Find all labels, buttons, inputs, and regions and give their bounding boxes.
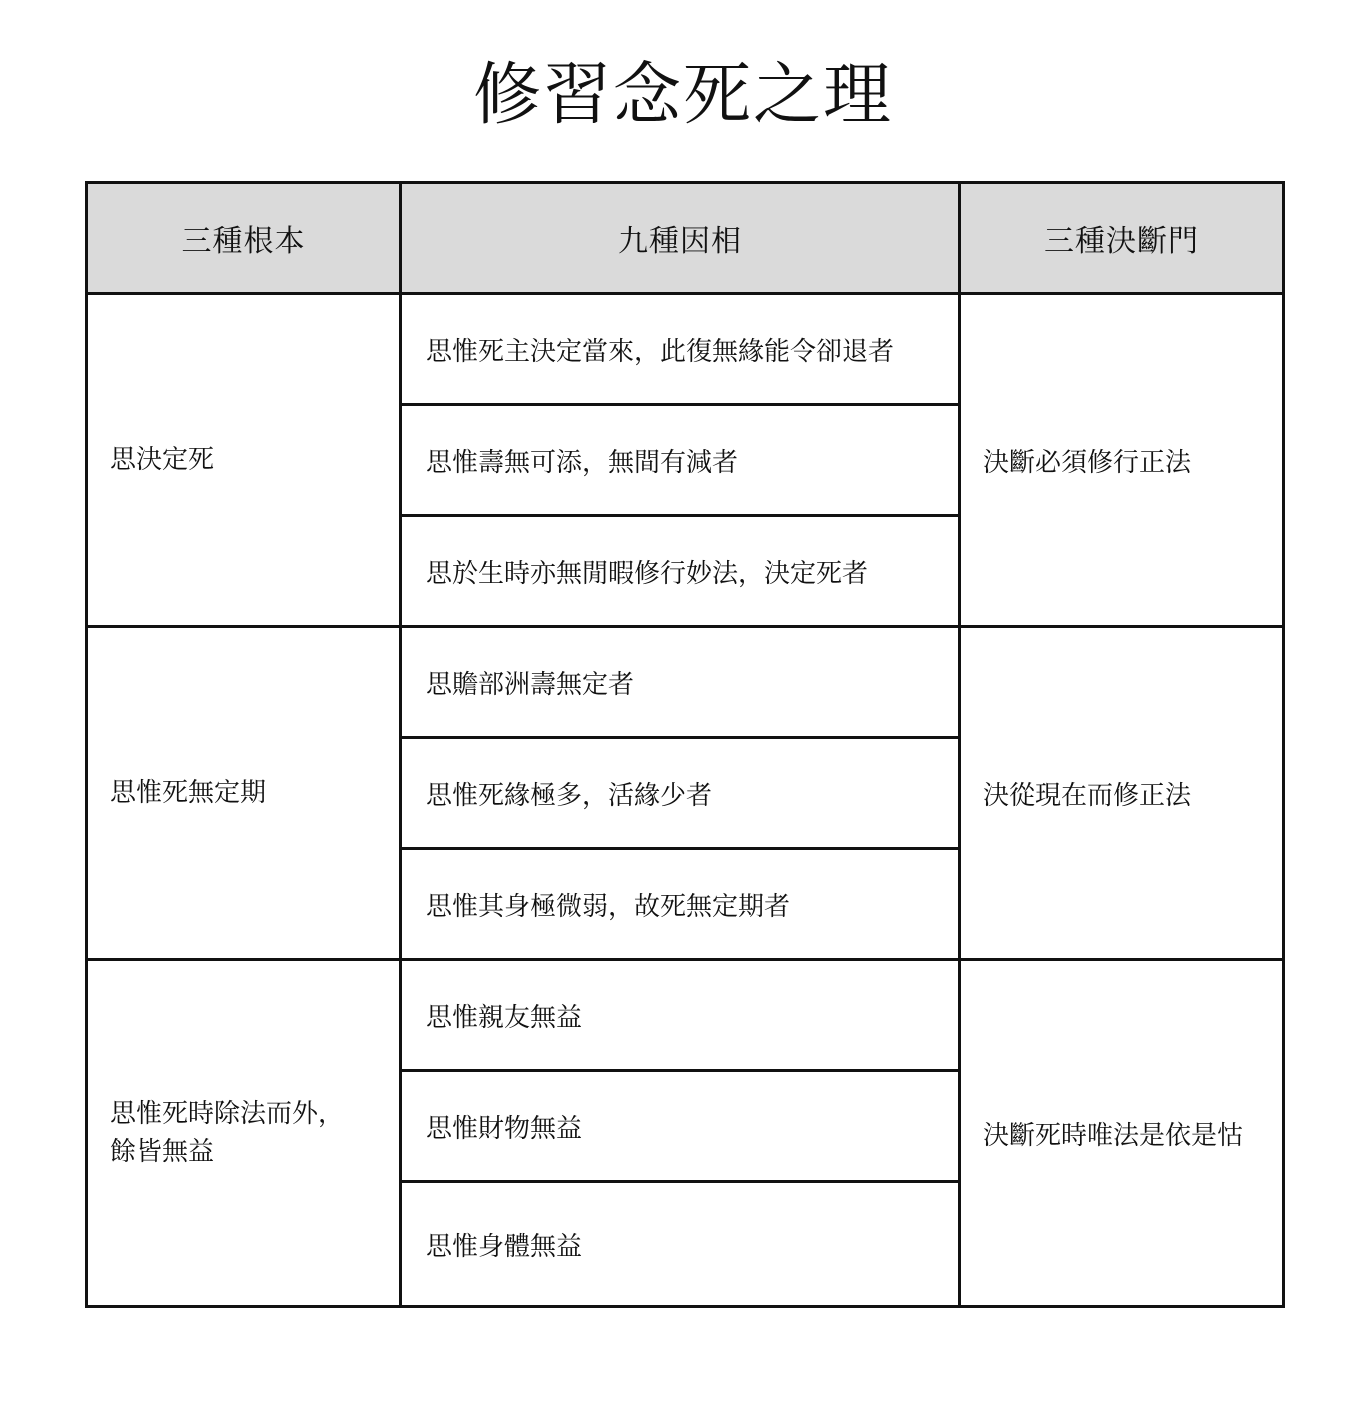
table-row <box>87 294 1284 405</box>
header-causes: 九種因相 <box>401 183 960 294</box>
meditation-table <box>85 181 1285 1308</box>
root-cell <box>87 960 401 1307</box>
cause-cell: 思惟壽無可添，無間有減者 <box>401 405 960 516</box>
root-cell: 思決定死 <box>87 294 401 627</box>
root-line: 餘皆無益 <box>110 1137 215 1167</box>
cause-cell: 思惟死緣極多，活緣少者 <box>401 738 960 849</box>
decision-cell: 決從現在而修正法 <box>960 627 1284 960</box>
cause-cell: 思贍部洲壽無定者 <box>401 627 960 738</box>
cause-cell: 思於生時亦無閒暇修行妙法，決定死者 <box>401 516 960 627</box>
cause-cell: 思惟親友無益 <box>401 960 960 1071</box>
root-cell: 思惟死無定期 <box>87 627 401 960</box>
cause-cell: 思惟死主決定當來，此復無緣能令卻退者 <box>401 294 960 405</box>
cause-cell: 思惟身體無益 <box>401 1182 960 1307</box>
table-row <box>87 960 1284 1071</box>
decision-cell: 決斷必須修行正法 <box>960 294 1284 627</box>
header-decisions: 三種決斷門 <box>960 183 1284 294</box>
table-row <box>87 627 1284 738</box>
cause-cell: 思惟其身極微弱，故死無定期者 <box>401 849 960 960</box>
header-roots: 三種根本 <box>87 183 401 294</box>
page-title: 修習念死之理 <box>472 56 893 135</box>
cause-cell: 思惟財物無益 <box>401 1071 960 1182</box>
header-row <box>87 183 1284 294</box>
root-line: 思惟死時除法而外， <box>110 1099 345 1129</box>
decision-cell: 決斷死時唯法是依是怙 <box>960 960 1284 1307</box>
